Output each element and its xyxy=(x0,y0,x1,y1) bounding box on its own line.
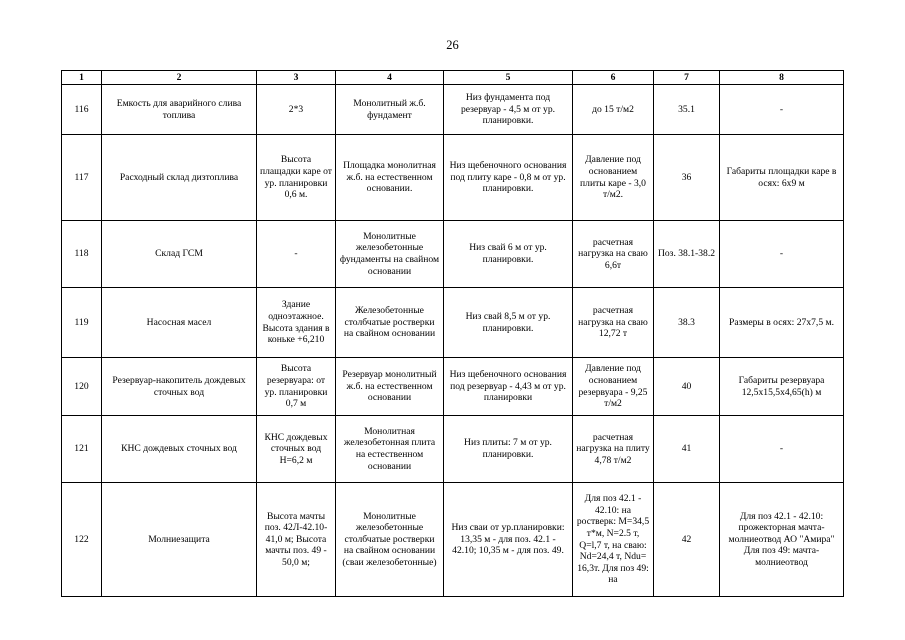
structure-name: Емкость для аварийного слива топлива xyxy=(102,85,257,135)
load-cell: до 15 т/м2 xyxy=(573,85,654,135)
dimensions-cell: 2*3 xyxy=(257,85,336,135)
position-cell: 40 xyxy=(654,358,720,416)
dimensions-cell: Высота резервуара: от ур. планировки 0,7 м xyxy=(257,358,336,416)
header-row xyxy=(62,71,844,85)
note-cell: Габариты площадки каре в осях: 6х9 м xyxy=(720,135,844,221)
dimensions-cell: КНС дождевых сточных вод Н=6,2 м xyxy=(257,416,336,483)
position-cell: 36 xyxy=(654,135,720,221)
foundation-type-cell: Площадка монолитная ж.б. на естественном основании. xyxy=(336,135,444,221)
load-cell: расчетная нагрузка на сваю 12,72 т xyxy=(573,288,654,358)
position-cell: 35.1 xyxy=(654,85,720,135)
load-cell: расчетная нагрузка на сваю 6,6т xyxy=(573,221,654,288)
load-cell: Давление под основанием резервуара - 9,25 т/м2 xyxy=(573,358,654,416)
position-cell: 42 xyxy=(654,483,720,597)
table-row xyxy=(62,358,844,416)
structure-name: Резервуар-накопитель дождевых сточных вод xyxy=(102,358,257,416)
note-cell: - xyxy=(720,85,844,135)
foundation-type-cell: Монолитный ж.б. фундамент xyxy=(336,85,444,135)
column-header: 4 xyxy=(336,71,444,85)
foundation-depth-cell: Низ сваи от ур.планировки: 13,35 м - для поз. 42.1 - 42.10; 10,35 м - для поз. 49. xyxy=(444,483,573,597)
load-cell: Давление под основанием плиты каре - 3,0 т/м2. xyxy=(573,135,654,221)
foundation-type-cell: Железобетонные столбчатые ростверки на свайном основании xyxy=(336,288,444,358)
note-cell: - xyxy=(720,221,844,288)
foundation-depth-cell: Низ щебеночного основания под плиту каре - 0,8 м от ур. планировки. xyxy=(444,135,573,221)
table-row xyxy=(62,221,844,288)
row-number: 116 xyxy=(62,85,102,135)
row-number: 118 xyxy=(62,221,102,288)
foundation-depth-cell: Низ фундамента под резервуар - 4,5 м от ур. планировки. xyxy=(444,85,573,135)
row-number: 120 xyxy=(62,358,102,416)
foundation-depth-cell: Низ щебеночного основания под резервуар - 4,43 м от ур. планировки xyxy=(444,358,573,416)
note-cell: Габариты резервуара 12,5х15,5х4,65(h) м xyxy=(720,358,844,416)
foundation-type-cell: Резервуар монолитный ж.б. на естественном основании xyxy=(336,358,444,416)
table-row xyxy=(62,416,844,483)
structure-name: Насосная масел xyxy=(102,288,257,358)
table-row xyxy=(62,288,844,358)
table-row xyxy=(62,483,844,597)
column-header: 2 xyxy=(102,71,257,85)
foundation-depth-cell: Низ свай 8,5 м от ур. планировки. xyxy=(444,288,573,358)
column-header: 7 xyxy=(654,71,720,85)
dimensions-cell: Высота плащадки каре от ур. планировки 0,6 м. xyxy=(257,135,336,221)
position-cell: 38.3 xyxy=(654,288,720,358)
row-number: 117 xyxy=(62,135,102,221)
column-header: 3 xyxy=(257,71,336,85)
note-cell: Для поз 42.1 - 42.10: прожекторная мачта-молниеотвод АО "Амира" Для поз 49: мачта-молниеотвод xyxy=(720,483,844,597)
dimensions-cell: Здание одноэтажное. Высота здания в коньке +6,210 xyxy=(257,288,336,358)
column-header: 8 xyxy=(720,71,844,85)
structure-name: Молниезащита xyxy=(102,483,257,597)
dimensions-cell: Высота мачты поз. 42Л-42.10-41,0 м; Высота мачты поз. 49 - 50,0 м; xyxy=(257,483,336,597)
row-number: 121 xyxy=(62,416,102,483)
load-cell: Для поз 42.1 - 42.10: на ростверк: М=34,5 т*м, N=2.5 т, Q=l,7 т, на сваю: Nd=24,4 т, Ndu= 16,3т. Для поз 49: на xyxy=(573,483,654,597)
row-number: 122 xyxy=(62,483,102,597)
page-number: 26 xyxy=(446,38,459,52)
column-header: 1 xyxy=(62,71,102,85)
dimensions-cell: - xyxy=(257,221,336,288)
position-cell: Поз. 38.1-38.2 xyxy=(654,221,720,288)
foundation-type-cell: Монолитная железобетонная плита на естественном основании xyxy=(336,416,444,483)
load-cell: расчетная нагрузка на плиту 4,78 т/м2 xyxy=(573,416,654,483)
column-header: 5 xyxy=(444,71,573,85)
table-row xyxy=(62,135,844,221)
foundation-type-cell: Монолитные железобетонные фундаменты на свайном основании xyxy=(336,221,444,288)
structure-name: КНС дождевых сточных вод xyxy=(102,416,257,483)
structure-name: Склад ГСМ xyxy=(102,221,257,288)
foundation-table xyxy=(61,70,844,597)
column-header: 6 xyxy=(573,71,654,85)
note-cell: - xyxy=(720,416,844,483)
structure-name: Расходный склад дизтоплива xyxy=(102,135,257,221)
table-row xyxy=(62,85,844,135)
position-cell: 41 xyxy=(654,416,720,483)
foundation-depth-cell: Низ свай 6 м от ур. планировки. xyxy=(444,221,573,288)
foundation-type-cell: Монолитные железобетонные столбчатые ростверки на свайном основании (сваи железобетонные) xyxy=(336,483,444,597)
note-cell: Размеры в осях: 27х7,5 м. xyxy=(720,288,844,358)
row-number: 119 xyxy=(62,288,102,358)
foundation-depth-cell: Низ плиты: 7 м от ур. планировки. xyxy=(444,416,573,483)
